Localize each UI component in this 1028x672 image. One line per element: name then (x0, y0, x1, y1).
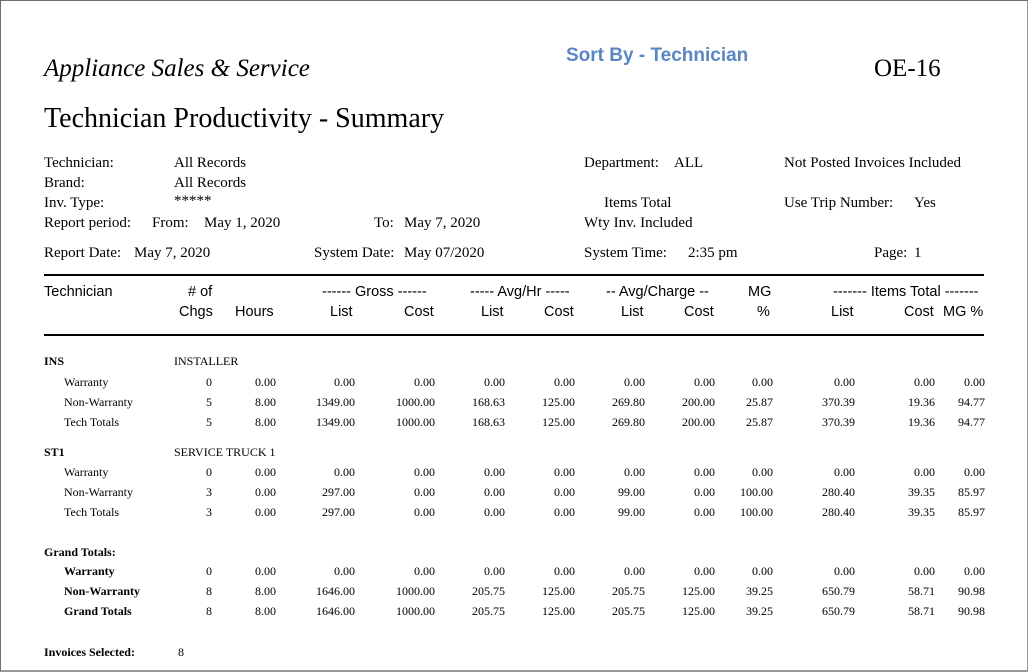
inv-type-label: Inv. Type: (44, 195, 105, 211)
row-value: 1000.00 (396, 604, 435, 618)
col-items-cost: Cost (904, 304, 934, 320)
row-value: 1349.00 (316, 395, 355, 409)
row-value: 100.00 (740, 505, 773, 519)
report-period-label: Report period: (44, 215, 132, 231)
row-value: 205.75 (612, 604, 645, 618)
row-label: Tech Totals (64, 505, 120, 519)
row-label: Warranty (64, 465, 109, 479)
group-name: SERVICE TRUCK 1 (174, 445, 276, 459)
grand-totals-title: Grand Totals: (44, 545, 116, 559)
row-value: 19.36 (908, 395, 935, 409)
col-mg: MG (748, 284, 772, 300)
col-avghr: ----- Avg/Hr ----- (470, 284, 570, 300)
row-value: 0.00 (484, 375, 505, 389)
wty-inv-flag: Wty Inv. Included (584, 215, 693, 231)
row-value: 0.00 (414, 505, 435, 519)
system-date-label: System Date: (314, 245, 395, 261)
report-date-label: Report Date: (44, 245, 122, 261)
row-value: 0 (206, 564, 212, 578)
row-value: 0.00 (694, 465, 715, 479)
row-value: 1000.00 (396, 584, 435, 598)
technician-value: All Records (174, 155, 247, 171)
report-title: Technician Productivity - Summary (44, 103, 445, 134)
row-value: 85.97 (958, 505, 985, 519)
row-value: 8 (206, 584, 212, 598)
col-hours: Hours (235, 304, 274, 320)
row-value: 0.00 (694, 564, 715, 578)
row-value: 0.00 (414, 485, 435, 499)
group-name: INSTALLER (174, 354, 239, 368)
row-value: 650.79 (822, 604, 855, 618)
col-chgs: Chgs (179, 304, 213, 320)
row-value: 19.36 (908, 415, 935, 429)
table-row (0, 465, 1028, 481)
row-value: 205.75 (472, 604, 505, 618)
row-value: 90.98 (958, 584, 985, 598)
row-value: 200.00 (682, 415, 715, 429)
row-value: 39.35 (908, 485, 935, 499)
row-value: 0.00 (484, 485, 505, 499)
row-value: 125.00 (682, 584, 715, 598)
col-items-total: ------- Items Total ------- (833, 284, 979, 300)
row-label: Grand Totals (64, 604, 132, 618)
row-value: 0.00 (255, 375, 276, 389)
use-trip-label: Use Trip Number: (784, 195, 894, 211)
group-code: INS (44, 354, 65, 368)
row-value: 8.00 (255, 604, 276, 618)
row-value: 0.00 (914, 465, 935, 479)
department-value: ALL (674, 155, 704, 171)
table-row (0, 485, 1028, 501)
row-value: 0.00 (914, 564, 935, 578)
table-row (0, 415, 1028, 431)
department-label: Department: (584, 155, 659, 171)
invoices-selected-value: 8 (178, 645, 184, 659)
row-value: 0.00 (414, 564, 435, 578)
row-value: 1000.00 (396, 395, 435, 409)
table-row (0, 584, 1028, 600)
row-value: 280.40 (822, 485, 855, 499)
col-items-mg-pct: MG % (943, 304, 984, 320)
row-value: 370.39 (822, 395, 855, 409)
row-value: 0.00 (414, 465, 435, 479)
row-value: 0.00 (554, 375, 575, 389)
col-avghr-list: List (481, 304, 504, 320)
row-value: 0.00 (334, 465, 355, 479)
row-label: Warranty (64, 375, 109, 389)
col-avghr-cost: Cost (544, 304, 574, 320)
row-value: 125.00 (682, 604, 715, 618)
row-value: 1349.00 (316, 415, 355, 429)
row-value: 39.35 (908, 505, 935, 519)
row-value: 0.00 (834, 375, 855, 389)
row-label: Non-Warranty (64, 584, 140, 598)
row-value: 0.00 (964, 564, 985, 578)
col-avgcharge: -- Avg/Charge -- (606, 284, 709, 300)
row-value: 100.00 (740, 485, 773, 499)
row-value: 1646.00 (316, 604, 355, 618)
brand-label: Brand: (44, 175, 85, 191)
row-value: 99.00 (618, 485, 645, 499)
page-value: 1 (914, 245, 922, 261)
row-value: 0 (206, 465, 212, 479)
to-label: To: (374, 215, 394, 231)
report-code: OE-16 (874, 55, 941, 82)
to-value: May 7, 2020 (404, 215, 481, 231)
row-value: 0.00 (964, 375, 985, 389)
row-value: 0.00 (624, 375, 645, 389)
col-num-of: # of (188, 284, 213, 300)
row-value: 269.80 (612, 395, 645, 409)
row-value: 0.00 (554, 485, 575, 499)
row-value: 25.87 (746, 415, 773, 429)
row-value: 94.77 (958, 415, 985, 429)
row-value: 205.75 (472, 584, 505, 598)
group-code: ST1 (44, 445, 65, 459)
company-name: Appliance Sales & Service (44, 55, 310, 82)
row-value: 0 (206, 375, 212, 389)
row-value: 0.00 (624, 564, 645, 578)
row-value: 0.00 (752, 465, 773, 479)
col-items-list: List (831, 304, 854, 320)
row-label: Non-Warranty (64, 395, 134, 409)
row-value: 0.00 (334, 564, 355, 578)
from-value: May 1, 2020 (204, 215, 281, 231)
table-row (0, 604, 1028, 620)
row-value: 125.00 (542, 395, 575, 409)
row-value: 0.00 (554, 465, 575, 479)
row-value: 0.00 (964, 465, 985, 479)
row-value: 0.00 (624, 465, 645, 479)
row-value: 0.00 (694, 375, 715, 389)
inv-type-value: ***** (174, 193, 212, 209)
page-label: Page: (874, 245, 908, 261)
row-value: 0.00 (752, 375, 773, 389)
row-value: 1646.00 (316, 584, 355, 598)
from-label: From: (152, 215, 189, 231)
row-value: 168.63 (472, 415, 505, 429)
col-mg-pct: % (757, 304, 770, 320)
table-row (0, 564, 1028, 580)
technician-label: Technician: (44, 155, 114, 171)
header-top-rule (44, 274, 984, 276)
brand-value: All Records (174, 175, 247, 191)
row-value: 0.00 (554, 564, 575, 578)
row-value: 370.39 (822, 415, 855, 429)
system-time-label: System Time: (584, 245, 667, 261)
row-value: 0.00 (255, 505, 276, 519)
row-value: 0.00 (752, 564, 773, 578)
row-label: Tech Totals (64, 415, 120, 429)
not-posted-flag: Not Posted Invoices Included (784, 155, 962, 171)
row-value: 90.98 (958, 604, 985, 618)
row-value: 0.00 (484, 564, 505, 578)
col-avgcharge-cost: Cost (684, 304, 714, 320)
row-value: 8.00 (255, 415, 276, 429)
row-value: 205.75 (612, 584, 645, 598)
row-value: 1000.00 (396, 415, 435, 429)
header-bottom-rule (44, 334, 984, 336)
table-row (0, 505, 1028, 521)
row-value: 0.00 (694, 485, 715, 499)
row-value: 168.63 (472, 395, 505, 409)
table-row (0, 375, 1028, 391)
invoices-selected-label: Invoices Selected: (44, 645, 135, 659)
row-value: 297.00 (322, 485, 355, 499)
sort-by-label: Sort By - Technician (566, 45, 749, 66)
row-value: 94.77 (958, 395, 985, 409)
row-value: 0.00 (255, 564, 276, 578)
row-value: 5 (206, 395, 212, 409)
row-value: 650.79 (822, 584, 855, 598)
row-value: 0.00 (484, 465, 505, 479)
row-value: 200.00 (682, 395, 715, 409)
row-value: 8.00 (255, 584, 276, 598)
col-gross-cost: Cost (404, 304, 434, 320)
row-value: 0.00 (255, 485, 276, 499)
col-technician: Technician (44, 284, 113, 300)
row-value: 125.00 (542, 604, 575, 618)
system-time-value: 2:35 pm (688, 245, 738, 261)
system-date-value: May 07/2020 (404, 245, 485, 261)
col-avgcharge-list: List (621, 304, 644, 320)
row-value: 3 (206, 505, 212, 519)
col-gross: ------ Gross ------ (322, 284, 427, 300)
row-value: 39.25 (746, 604, 773, 618)
row-value: 85.97 (958, 485, 985, 499)
row-value: 280.40 (822, 505, 855, 519)
col-gross-list: List (330, 304, 353, 320)
row-value: 0.00 (255, 465, 276, 479)
report-date-value: May 7, 2020 (134, 245, 211, 261)
table-row (0, 395, 1028, 411)
row-label: Non-Warranty (64, 485, 134, 499)
row-value: 58.71 (908, 604, 935, 618)
row-value: 99.00 (618, 505, 645, 519)
row-value: 125.00 (542, 415, 575, 429)
row-value: 25.87 (746, 395, 773, 409)
row-value: 39.25 (746, 584, 773, 598)
row-value: 0.00 (694, 505, 715, 519)
row-label: Warranty (64, 564, 115, 578)
row-value: 5 (206, 415, 212, 429)
row-value: 0.00 (414, 375, 435, 389)
row-value: 8.00 (255, 395, 276, 409)
row-value: 0.00 (334, 375, 355, 389)
row-value: 0.00 (484, 505, 505, 519)
row-value: 3 (206, 485, 212, 499)
row-value: 125.00 (542, 584, 575, 598)
row-value: 297.00 (322, 505, 355, 519)
row-value: 0.00 (554, 505, 575, 519)
row-value: 0.00 (834, 465, 855, 479)
row-value: 269.80 (612, 415, 645, 429)
use-trip-value: Yes (914, 195, 936, 211)
row-value: 58.71 (908, 584, 935, 598)
row-value: 8 (206, 604, 212, 618)
row-value: 0.00 (834, 564, 855, 578)
row-value: 0.00 (914, 375, 935, 389)
items-total-flag: Items Total (604, 195, 672, 211)
